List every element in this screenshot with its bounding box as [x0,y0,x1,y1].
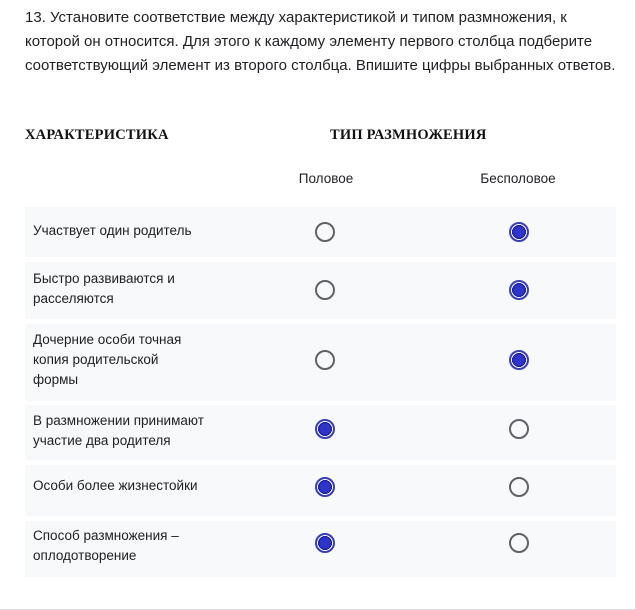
radio-sexual[interactable] [315,477,335,497]
radio-sexual[interactable] [315,222,335,242]
characteristic-header: ХАРАКТЕРИСТИКА [25,127,169,143]
grid-row [25,207,616,257]
grid-row [25,465,616,516]
type-header: ТИП РАЗМНОЖЕНИЯ [330,127,487,143]
grid-row [25,262,616,319]
radio-sexual[interactable] [315,533,335,553]
column-header-sexual: Половое [298,171,354,186]
question-text: 13. Установите соответствие между характеристикой и типом размножения, к которой он относится. Для этого к каждому элементу первого столбца подберите соответствующий элемент из второго столбца. Впишите цифры выбранных ответов. [25,9,616,74]
row-label: В размножении принимают участие два родителя [33,413,204,448]
radio-asexual[interactable] [509,419,529,439]
row-label: Участвует один родитель [33,223,192,238]
row-label: Способ размножения – оплодотворение [33,528,179,563]
row-label: Особи более жизнестойки [33,478,198,493]
radio-sexual[interactable] [315,280,335,300]
radio-asexual[interactable] [509,350,529,370]
radio-sexual[interactable] [315,419,335,439]
radio-asexual[interactable] [509,280,529,300]
grid-row [25,405,616,460]
column-header-asexual: Бесполовое [480,171,556,186]
radio-asexual[interactable] [509,477,529,497]
grid-row [25,324,616,401]
row-label: Быстро развиваются и расселяются [33,271,175,306]
radio-sexual[interactable] [315,350,335,370]
grid-row [25,521,616,577]
row-label: Дочерние особи точная копия родительской формы [33,332,182,387]
radio-asexual[interactable] [509,533,529,553]
radio-asexual[interactable] [509,222,529,242]
